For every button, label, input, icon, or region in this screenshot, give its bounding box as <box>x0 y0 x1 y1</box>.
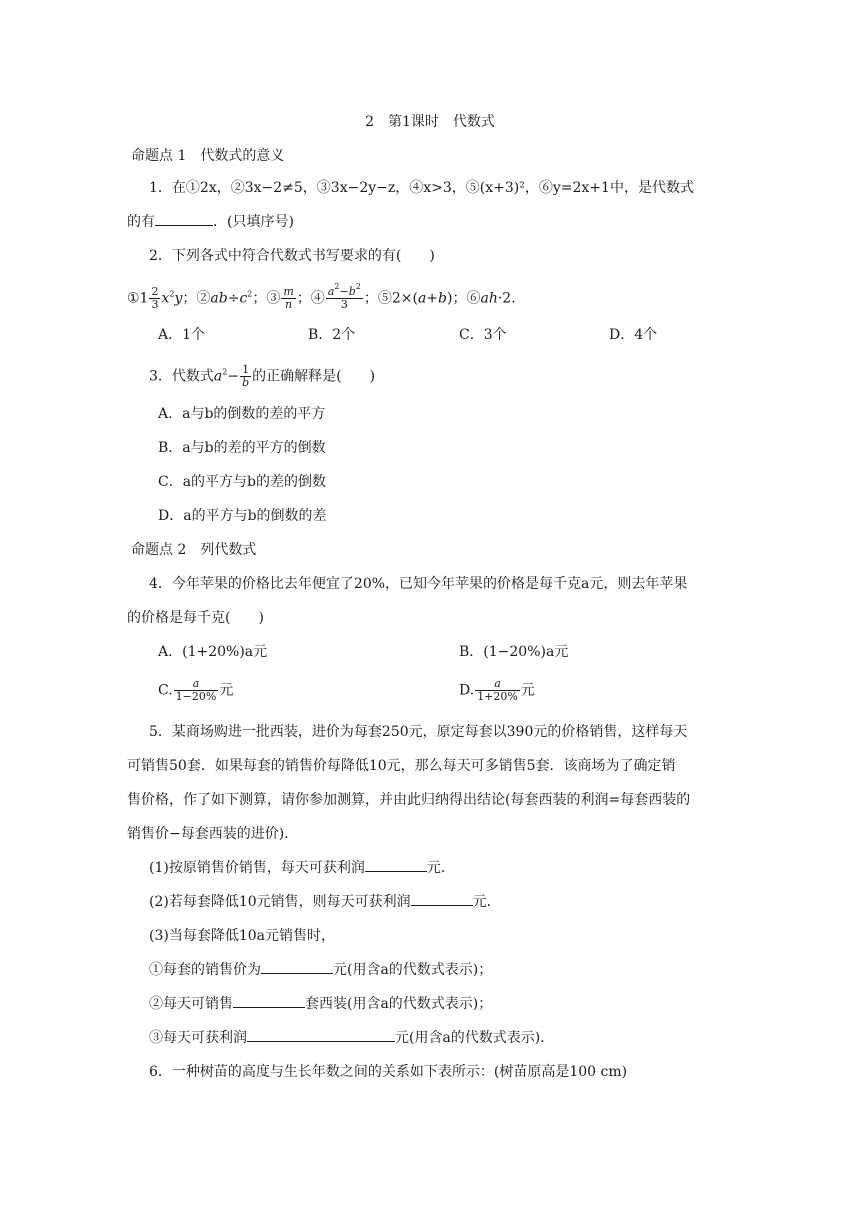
sub-1-note: 元(用含a的代数式表示)； <box>333 962 493 978</box>
question-2-expressions: ①1 $\frac{2}{3}$ $x^2y$；$②ab\div c^2$；③ $\frac{m}{n}$ ；④ $\frac{a^2-b^2}{3}$ ；⑤2×(a+b)；⑥ah·2. <box>127 282 516 311</box>
fraction: $\frac{2}{3}$ <box>151 285 159 311</box>
question-2-option-d[interactable]: D．4个 <box>609 327 658 343</box>
question-2-option-a[interactable]: A．1个 <box>158 327 206 343</box>
question-4-option-d[interactable] <box>459 678 535 703</box>
answer-blank[interactable] <box>411 893 473 906</box>
question-2-option-b[interactable]: B．2个 <box>308 327 356 343</box>
question-1-items: 在①2x，②3x−2≠5，③3x−2y−z，④x>3，⑤(x+3)²，⑥y=2x+1中，是代数式 <box>171 180 694 196</box>
section-heading-2: 命题点 2 列代数式 <box>131 542 257 558</box>
question-4-option-b[interactable]: B．(1−20%)a元 <box>459 644 569 660</box>
question-5-line-4: 销售价−每套西装的进价)． <box>127 826 299 842</box>
fraction: $\frac{a^2-b^2}{3}$ <box>327 282 361 311</box>
question-5-part-2 <box>149 892 501 912</box>
sub-3-text: ③每天可获利润 <box>149 1030 247 1046</box>
question-3-stem-start: 3．代数式 <box>149 368 214 385</box>
part-1-text: (1)按原销售价销售，每天可获利润 <box>149 860 365 876</box>
section-heading-1: 命题点 1 代数式的意义 <box>131 148 285 164</box>
question-1-line-2 <box>127 212 294 232</box>
question-1-note: ．(只填序号) <box>213 214 294 230</box>
question-5-part-3: (3)当每套降低10a元销售时， <box>149 928 335 944</box>
question-4-line-1: 4．今年苹果的价格比去年便宜了20%，已知今年苹果的价格是每千克a元，则去年苹果 <box>149 576 688 592</box>
question-1-number: 1． <box>149 180 172 196</box>
answer-blank[interactable] <box>155 213 213 226</box>
part-2-text: (2)若每套降低10元销售，则每天可获利润 <box>149 894 411 910</box>
sub-1-text: ①每套的销售价为 <box>149 962 261 978</box>
answer-blank[interactable] <box>365 859 427 872</box>
part-1-unit: 元． <box>426 860 455 876</box>
answer-blank[interactable] <box>233 995 305 1008</box>
question-1-line-1 <box>149 178 694 198</box>
question-5-line-1: 5．某商场购进一批西装，进价为每套250元，原定每套以390元的价格销售，这样每天 <box>149 724 688 740</box>
question-5-sub-2 <box>149 994 492 1014</box>
part-2-unit: 元． <box>472 894 501 910</box>
answer-blank[interactable] <box>247 1029 395 1042</box>
sub-2-note: 套西装(用含a的代数式表示)； <box>305 996 493 1012</box>
question-3-stem: 3．代数式$a^2-$ $\frac{1}{b}$ 的正确解释是( ) <box>149 363 376 389</box>
question-3-option-b[interactable]: B．a与b的差的平方的倒数 <box>158 440 326 456</box>
sub-2-text: ②每天可销售 <box>149 996 233 1012</box>
fraction: $\frac{a}{1+20\%}$ <box>477 677 518 703</box>
question-4-option-a[interactable]: A．(1+20%)a元 <box>158 644 268 660</box>
fraction: $\frac{a}{1-20\%}$ <box>175 677 217 703</box>
unit-label: 元 <box>520 682 535 699</box>
question-2-option-c[interactable]: C．3个 <box>459 327 507 343</box>
question-4-option-c[interactable] <box>158 678 233 703</box>
question-3-option-a[interactable]: A．a与b的倒数的差的平方 <box>158 406 326 422</box>
question-5-part-1 <box>149 858 455 878</box>
question-3-stem-end: 的正确解释是( ) <box>252 368 376 385</box>
question-2-stem: 2．下列各式中符合代数式书写要求的有( ) <box>149 248 435 264</box>
question-5-sub-1 <box>149 960 492 980</box>
question-1-tail: 的有 <box>127 214 155 230</box>
unit-label: 元 <box>219 682 234 699</box>
page-title: 2 第1课时 代数式 <box>365 114 495 130</box>
question-3-option-c[interactable]: C．a的平方与b的差的倒数 <box>158 474 327 490</box>
question-5-line-2: 可销售50套．如果每套的销售价每降低10元，那么每天可多销售5套．该商场为了确定销 <box>127 758 676 774</box>
question-5-sub-3 <box>149 1028 554 1048</box>
answer-blank[interactable] <box>261 961 333 974</box>
fraction: $\frac{1}{b}$ <box>242 363 250 389</box>
question-6-stem: 6．一种树苗的高度与生长年数之间的关系如下表所示：(树苗原高是100 cm) <box>149 1064 628 1080</box>
option-c-label: C. <box>158 682 173 699</box>
option-d-label: D. <box>459 682 475 699</box>
sub-3-note: 元(用含a的代数式表示)． <box>395 1030 555 1046</box>
fraction: $\frac{m}{n}$ <box>283 285 294 311</box>
question-4-line-2: 的价格是每千克( ) <box>127 610 264 626</box>
question-5-line-3: 售价格，作了如下测算，请你参加测算，并由此归纳得出结论(每套西装的利润=每套西装的 <box>127 792 691 808</box>
question-3-option-d[interactable]: D．a的平方与b的倒数的差 <box>158 508 327 524</box>
